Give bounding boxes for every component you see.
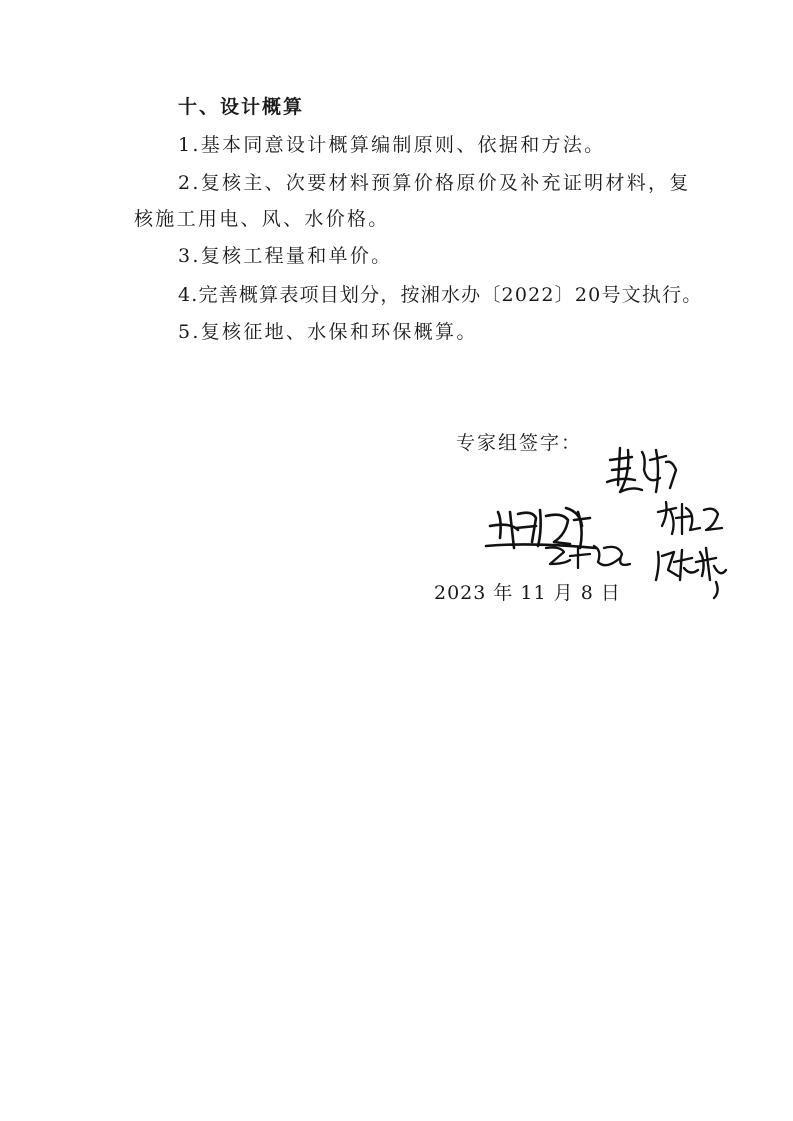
signature-4 (658, 502, 722, 534)
signature-1 (607, 448, 676, 492)
handwritten-signatures (470, 430, 740, 600)
paragraph-4: 4.完善概算表项目划分，按湘水办〔2022〕20号文执行。 (178, 284, 703, 306)
signature-date: 2023 年 11 月 8 日 (434, 582, 621, 604)
section-heading: 十、设计概算 (178, 96, 305, 118)
signature-5 (656, 548, 726, 598)
paragraph-2-line-1: 2.复核主、次要材料预算价格原价及补充证明材料，复 (178, 172, 691, 194)
signature-3 (546, 546, 630, 568)
paragraph-3: 3.复核工程量和单价。 (178, 245, 393, 267)
paragraph-1: 1.基本同意设计概算编制原则、依据和方法。 (178, 134, 606, 156)
paragraph-2-line-2: 核施工用电、风、水价格。 (134, 208, 390, 230)
paragraph-5: 5.复核征地、水保和环保概算。 (178, 321, 478, 343)
signature-2 (486, 508, 596, 548)
signature-label: 专家组签字： (456, 432, 583, 454)
